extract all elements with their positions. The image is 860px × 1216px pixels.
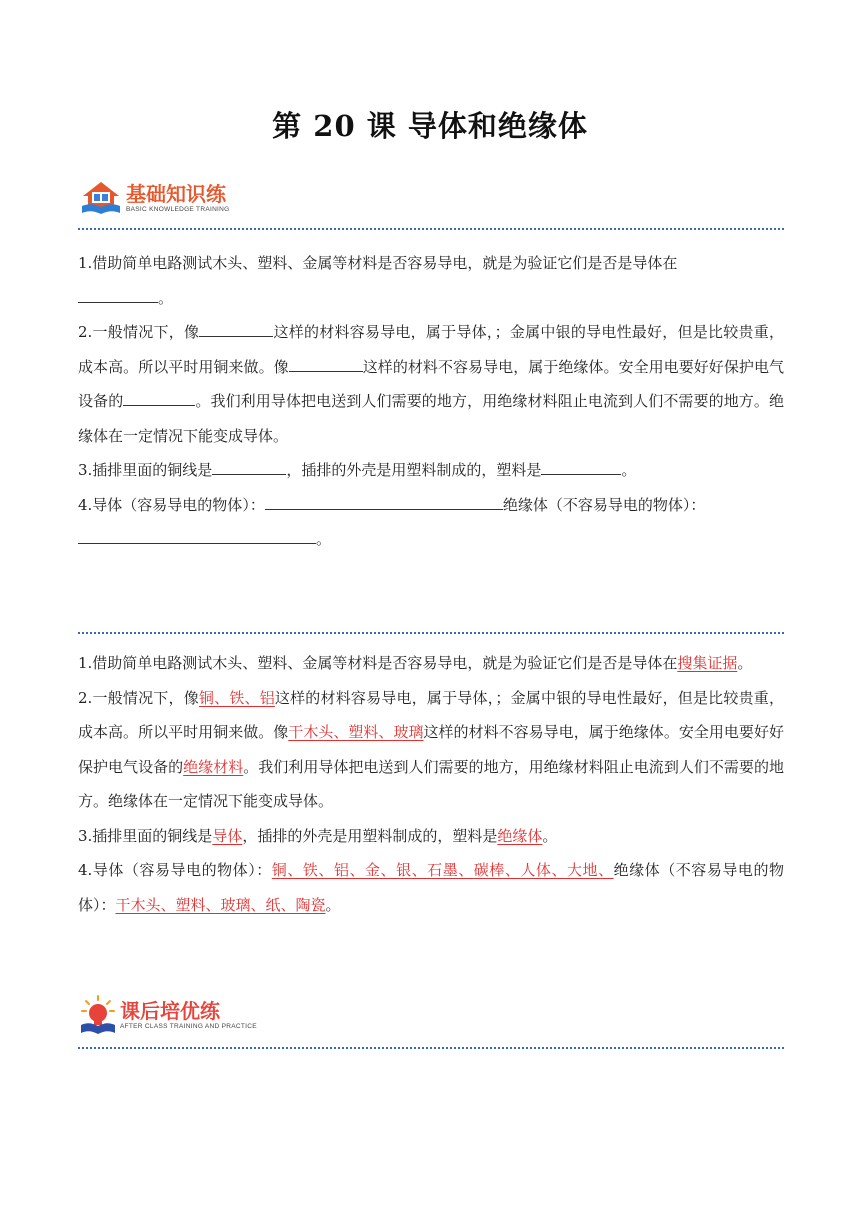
banner-subtitle: BASIC KNOWLEDGE TRAINING: [126, 206, 230, 213]
answer-3: 3.插排里面的铜线是导体，插排的外壳是用塑料制成的，塑料是绝缘体。: [78, 826, 558, 845]
section-divider: [78, 632, 784, 634]
answer-4: 4.导体（容易导电的物体）：铜、铁、铝、金、银、石墨、碳棒、人体、大地、绝缘体（不容易导电的物体）：干木头、塑料、玻璃、纸、陶瓷。: [78, 861, 784, 914]
blank[interactable]: [212, 456, 286, 475]
page-title: 第 20 课 导体和绝缘体: [272, 109, 588, 143]
blank[interactable]: [199, 318, 273, 337]
blank[interactable]: [123, 387, 195, 406]
blank[interactable]: [541, 456, 621, 475]
answer-1: 1.借助简单电路测试木头、塑料、金属等材料是否容易导电，就是为验证它们是否是导体在搜集证据。: [78, 654, 753, 672]
questions-block: [78, 246, 784, 557]
banner-title: 基础知识练: [126, 182, 226, 206]
after-class-banner: [80, 995, 257, 1035]
banner-subtitle: AFTER CLASS TRAINING AND PRACTICE: [120, 1023, 257, 1030]
blank[interactable]: [78, 284, 158, 303]
question-4: 4.导体（容易导电的物体）： 绝缘体（不容易导电的物体）： 。: [78, 488, 784, 557]
question-1: 1.借助简单电路测试木头、塑料、金属等材料是否容易导电，就是为验证它们是否是导体在 。: [78, 254, 678, 307]
answer-2: 2.一般情况下，像铜、铁、铝这样的材料容易导电，属于导体，；金属中银的导电性最好，但是比较贵重，成本高。所以平时用铜来做。像干木头、塑料、玻璃这样的材料不容易导电，属于绝缘体。安全用电要好好保护电气设备的绝缘材料。我们利用导体把电送到人们需要的地方，用绝缘材料阻止电流到人们不需要的地方。绝缘体在一定情况下能变成导体。: [78, 688, 784, 810]
section-divider: [78, 1047, 784, 1049]
banner-title: 课后培优练: [120, 999, 220, 1023]
blank[interactable]: [265, 491, 503, 510]
blank[interactable]: [78, 525, 316, 544]
question-2: 2.一般情况下，像 这样的材料容易导电，属于导体，；金属中银的导电性最好，但是比较贵重，成本高。所以平时用铜来做。像 这样的材料不容易导电，属于绝缘体。安全用电要好好保护电气设备的 。我们利用导体把电送到人们需要的地方，用绝缘材料阻止电流到人们不需要的地方。绝缘体在一定情况下能变成导体。: [78, 315, 784, 453]
question-3: 3.插排里面的铜线是 ，插排的外壳是用塑料制成的，塑料是 。: [78, 453, 784, 488]
basic-knowledge-banner: [80, 180, 230, 216]
section-divider: [78, 228, 784, 230]
answers-block: [78, 646, 784, 922]
blank[interactable]: [289, 353, 363, 372]
house-book-icon: [80, 180, 122, 216]
lightbulb-book-icon: [80, 995, 116, 1035]
